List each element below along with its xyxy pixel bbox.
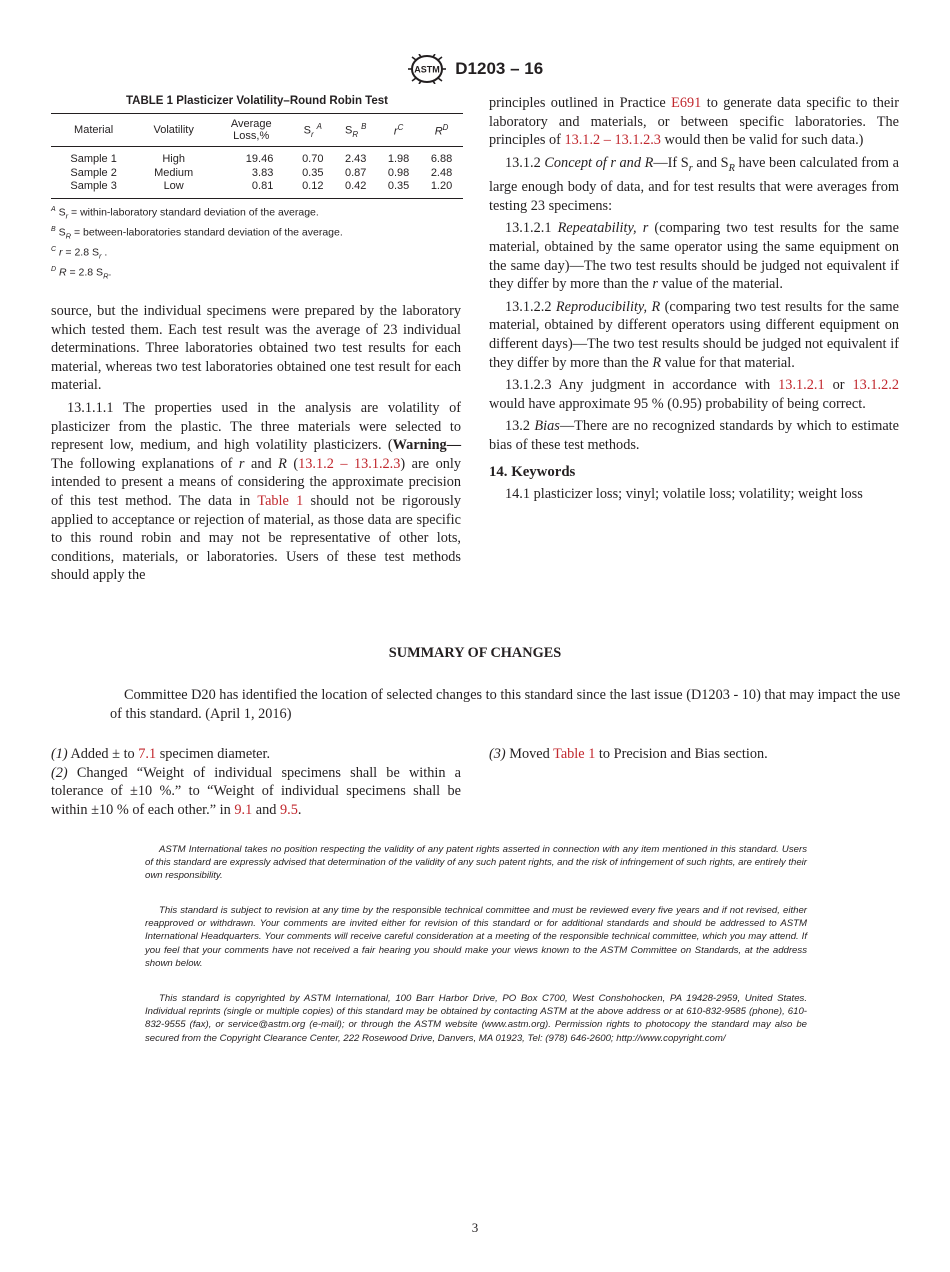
cell-sr: 0.70	[302, 153, 324, 165]
table-row	[51, 167, 463, 181]
cell-sR: 0.42	[344, 180, 367, 192]
paragraph-13-1-2: 13.1.2 Concept of r and R—If $S_r$ and $S_R$ have been calculated from a large enough body of data, and for test results that were averages from testing 23 specimens:	[489, 154, 899, 214]
astm-logo-icon	[407, 54, 447, 84]
notice-patent: ASTM International takes no position respecting the validity of any patent rights asserted in connection with any item mentioned in this standard. Users of this standard are expressly advised that determination of the validity of any such patent rights, and the risk of infringement of such rights, are entirely their own responsibility.	[145, 844, 807, 882]
cell-r: 1.98	[387, 153, 410, 165]
cell-volatility: High	[162, 153, 185, 165]
paragraph-source: source, but the individual specimens were prepared by the laboratory which tested them. Each test result was the average of 23 individual determinations. Three laboratories obtained two test results for each material, whereas two test laboratories obtained one test result for each material.	[51, 303, 461, 394]
round-robin-table	[51, 113, 463, 199]
notice-revision: This standard is subject to revision at any time by the responsible technical committee and must be reviewed every five years and if not revised, either reapproved or withdrawn. Your comments are invited either for revision of this standard or for additional standards and should be addressed to ASTM International Headquarters. Your comments will receive careful consideration at a meeting of the responsible technical committee, which you may attend. If you feel that your comments have not received a fair hearing you should make your views known to the ASTM Committee on Standards, at the address shown below.	[145, 905, 807, 969]
cell-sR: 2.43	[344, 153, 367, 165]
svg-text:ASTM: ASTM	[414, 64, 440, 75]
summary-text: Committee D20 has identified the location of selected changes to this standard since the last issue (D1203 - 10) that may impact the use of this standard. (April 1, 2016)	[110, 687, 901, 722]
link-13-1-2-1[interactable]: 13.1.2.1	[778, 377, 825, 394]
link-table-1[interactable]: Table 1	[257, 492, 304, 509]
cell-avg: 3.83	[251, 166, 274, 179]
cell-sR: 0.87	[344, 166, 367, 179]
change-item-3: (3) Moved Table 1 to Precision and Bias section.	[489, 746, 768, 762]
link-table-1-summary[interactable]: Table 1	[553, 746, 596, 762]
cell-material: Sample 2	[70, 166, 117, 179]
left-column	[51, 302, 461, 585]
link-e691[interactable]: E691	[671, 95, 702, 111]
footnote-c: $^C$ r = 2.8 $S_r$ .	[51, 245, 108, 261]
col-material: Material	[74, 124, 114, 136]
standard-designation: D1203 – 16	[455, 59, 544, 78]
paragraph-13-2: 13.2 Bias—There are no recognized standards by which to estimate bias of these test methods.	[489, 418, 899, 453]
table-row	[51, 180, 463, 198]
change-item-1: (1) Added ± to 7.1 specimen diameter.	[51, 746, 271, 762]
cell-sr: 0.35	[302, 166, 324, 179]
col-average-loss: Average Loss,%	[230, 118, 272, 142]
link-13-1-2-2[interactable]: 13.1.2.2	[852, 377, 899, 394]
cell-volatility: Low	[163, 180, 184, 192]
notice-copyright: This standard is copyrighted by ASTM International, 100 Barr Harbor Drive, PO Box C700, West Conshohocken, PA 19428-2959, United States. Individual reprints (single or multiple copies) of this standard may be obtained by contacting ASTM at the above address or at 610-832-9585 (phone), 610-832-9555 (fax), or service@astm.org (e-mail); or through the ASTM website (www.astm.org). Permission rights to photocopy the standard may also be secured from the Copyright Clearance Center, 222 Rosewood Drive, Danvers, MA 01923, Tel: (978) 646-2600; http://www.copyright.com/	[145, 993, 807, 1044]
cell-volatility: Medium	[154, 166, 194, 179]
table-row	[51, 147, 463, 167]
cell-material: Sample 3	[70, 180, 117, 192]
cell-R: 1.20	[430, 180, 453, 192]
paragraph-13-1-2-3: 13.1.2.3 Any judgment in accordance with 13.1.2.1 or 13.1.2.2 would have approximate 95 % (0.95) probability of being correct.	[489, 377, 899, 412]
col-sR: $S_R$ $^B$	[344, 121, 367, 139]
changes-list-right	[489, 745, 899, 764]
table-1-block	[51, 95, 463, 283]
col-R: $R^D$	[434, 122, 449, 138]
footnote-b: $^B$ $S_R$ = between-laboratories standard deviation of the average.	[51, 225, 343, 241]
link-13-1-2[interactable]: 13.1.2 – 13.1.2.3	[298, 455, 401, 472]
col-volatility: Volatility	[153, 124, 194, 136]
table-footnotes	[51, 203, 463, 283]
footnote-a: $^A$ $S_r$ = within-laboratory standard deviation of the average.	[51, 205, 319, 221]
col-r: $r^C$	[393, 122, 404, 138]
right-column	[489, 94, 899, 504]
cell-r: 0.35	[387, 180, 410, 192]
paragraph-13-1-1-1: 13.1.1.1 The properties used in the analysis are volatility of plasticizer from the plastic. The three materials were selected to represent low, medium, and high volatility plasticizers. (Warning—The following explanations of r and R (13.1.2 – 13.1.2.3) are only intended to present a means of considering the approximate precision of this test method. The data in Table 1 should not be rigorously applied to acceptance or rejection of material, as those data are specific to this round robin and may not be representative of other lots, conditions, materials, or laboratories. Users of these test methods should apply the	[51, 399, 462, 584]
paragraph-13-1-2-2: 13.1.2.2 Reproducibility, R (comparing two test results for the same material, obtained by different operators using different equipment on different days)—The two test results should be judged not equivalent if they differ by more than the R value for that material.	[489, 298, 900, 371]
table-title: TABLE 1 Plasticizer Volatility–Round Robin Test	[126, 95, 388, 107]
link-9-5[interactable]: 9.5	[280, 801, 298, 818]
changes-list-left	[51, 745, 461, 819]
change-item-2: (2) Changed “Weight of individual specimens shall be within a tolerance of ±10 %.” to “Weight of individual specimens shall be within ±10 % of each other.” in 9.1 and 9.5.	[51, 764, 461, 818]
link-13-1-2-range[interactable]: 13.1.2 – 13.1.2.3	[564, 132, 661, 149]
page-number: 3	[471, 1220, 479, 1235]
cell-material: Sample 1	[70, 153, 117, 165]
cell-R: 2.48	[430, 166, 453, 179]
table-header-row	[51, 114, 463, 147]
paragraph-principles: principles outlined in Practice E691 to generate data specific to their laboratory and materials, or between specific laboratories. The principles of 13.1.2 – 13.1.2.3 would then be valid for such data.)	[489, 95, 899, 149]
keywords-heading: 14. Keywords	[489, 463, 576, 480]
footnote-d: $^D$ R = 2.8 $S_R$.	[51, 265, 112, 281]
cell-r: 0.98	[387, 166, 410, 179]
col-sr: $S_r$ $^A$	[303, 121, 322, 139]
link-7-1[interactable]: 7.1	[138, 746, 157, 762]
keywords-text: 14.1 plasticizer loss; vinyl; volatile loss; volatility; weight loss	[505, 486, 863, 503]
cell-R: 6.88	[430, 153, 453, 165]
page-header	[0, 54, 950, 86]
cell-avg: 0.81	[251, 180, 274, 192]
cell-sr: 0.12	[302, 180, 324, 192]
cell-avg: 19.46	[245, 153, 274, 165]
table-body	[51, 147, 463, 199]
summary-heading: SUMMARY OF CHANGES	[388, 645, 562, 661]
paragraph-13-1-2-1: 13.1.2.1 Repeatability, r (comparing two test results for the same material, obtained by the same operator using the same equipment on the same day)—The two test results should be judged not equivalent if they differ by more than the r value of the material.	[489, 220, 900, 293]
link-9-1[interactable]: 9.1	[234, 801, 253, 818]
